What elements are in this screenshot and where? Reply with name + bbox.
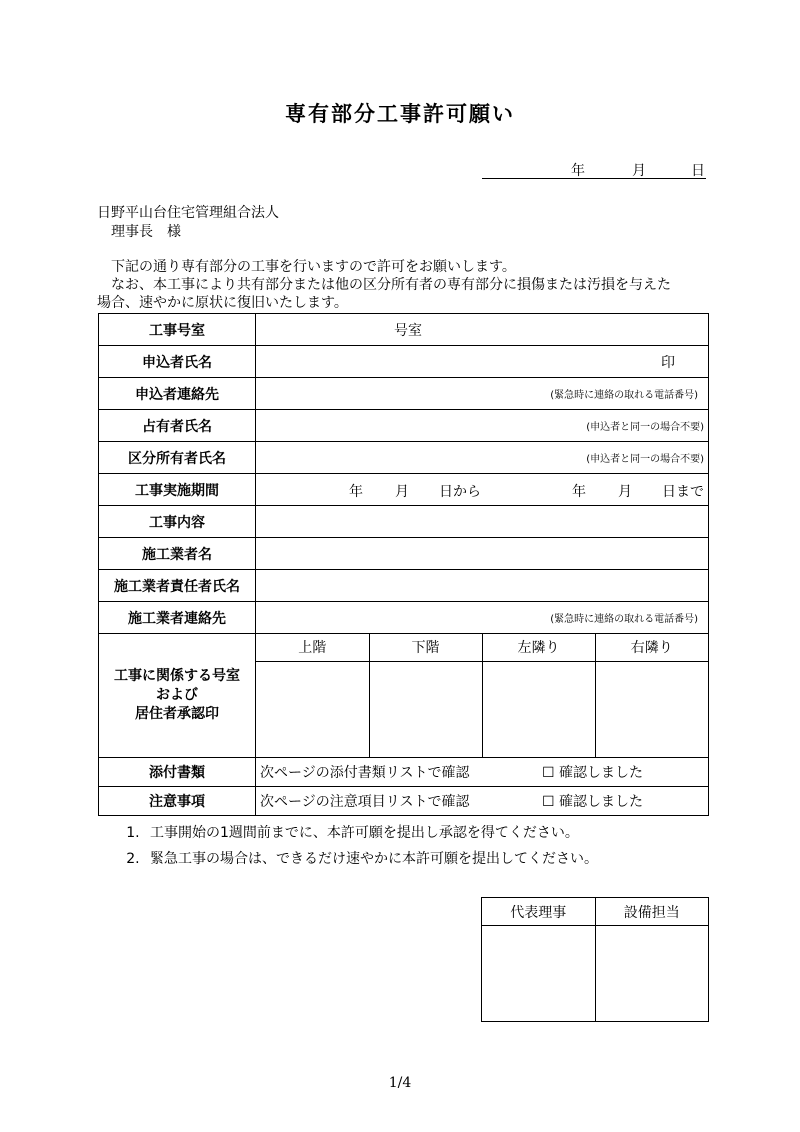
period-end-month: 月	[618, 484, 632, 500]
neighbors-seal-lower[interactable]	[369, 661, 482, 757]
occupant-name-field[interactable]	[256, 410, 709, 442]
neighbors-seal-left[interactable]	[482, 661, 595, 757]
form-row	[99, 538, 709, 570]
content-field[interactable]	[256, 506, 709, 538]
date-year-label: 年	[571, 163, 585, 179]
stamp-col-facilities: 設備担当	[595, 898, 709, 926]
period-start-month: 月	[395, 484, 409, 500]
addressee-org: 日野平山台住宅管理組合法人	[97, 205, 279, 221]
contractor-contact-label: 施工業者連絡先	[99, 602, 256, 634]
neighbors-col-lower: 下階	[369, 634, 482, 661]
attachments-text: 次ページの添付書類リストで確認	[260, 765, 470, 781]
applicant-contact-label: 申込者連絡先	[99, 378, 256, 410]
neighbors-seal-right[interactable]	[595, 661, 708, 757]
room-no-label: 工事号室	[99, 314, 256, 346]
neighbors-label	[99, 634, 256, 758]
applicant-contact-note: (緊急時に連絡の取れる電話番号)	[550, 389, 698, 401]
period-start-day: 日から	[439, 484, 481, 500]
neighbors-seal-upper[interactable]	[256, 661, 369, 757]
form-row	[99, 346, 709, 378]
seal-mark: 印	[661, 354, 675, 371]
notes-list	[98, 820, 598, 872]
period-end-day: 日まで	[662, 484, 704, 500]
applicant-contact-field[interactable]	[256, 378, 709, 410]
stamp-col-representative: 代表理事	[482, 898, 596, 926]
contractor-label: 施工業者名	[99, 538, 256, 570]
contractor-contact-note: (緊急時に連絡の取れる電話番号)	[550, 613, 698, 625]
owner-name-field[interactable]	[256, 442, 709, 474]
form-row	[99, 506, 709, 538]
note-item: 2. 緊急工事の場合は、できるだけ速やかに本許可願を提出してください。	[144, 846, 598, 872]
contractor-contact-field[interactable]	[256, 602, 709, 634]
cautions-checkbox[interactable]: ☐ 確認しました	[542, 794, 644, 810]
period-field[interactable]	[256, 474, 709, 506]
date-field	[482, 160, 706, 179]
form-row	[99, 787, 709, 816]
date-day-label: 日	[691, 163, 705, 179]
period-start-year: 年	[349, 484, 363, 500]
room-no-field[interactable]	[256, 314, 709, 346]
form-row	[99, 474, 709, 506]
form-row	[99, 602, 709, 634]
form-row	[99, 570, 709, 602]
room-no-suffix: 号室	[394, 322, 422, 339]
owner-name-label: 区分所有者氏名	[99, 442, 256, 474]
cautions-label: 注意事項	[99, 787, 256, 816]
period-label: 工事実施期間	[99, 474, 256, 506]
page-title: 専有部分工事許可願い	[285, 102, 515, 126]
date-month-label: 月	[632, 163, 646, 179]
intro-line-1: 下記の通り専有部分の工事を行いますので許可をお願いします。	[111, 259, 516, 275]
neighbors-label-line-2: および	[156, 687, 198, 703]
period-end-year: 年	[572, 484, 586, 500]
cautions-text: 次ページの注意項目リストで確認	[260, 794, 470, 810]
stamp-cell-facilities[interactable]	[595, 926, 709, 1022]
stamp-cell-representative[interactable]	[482, 926, 596, 1022]
form-row	[99, 410, 709, 442]
intro-line-2: なお、本工事により共有部分または他の区分所有者の専有部分に損傷または汚損を与えた	[111, 277, 671, 293]
attachments-label: 添付書類	[99, 758, 256, 787]
form-row	[99, 442, 709, 474]
owner-name-note: (申込者と同一の場合不要)	[586, 453, 704, 465]
form-row	[99, 314, 709, 346]
intro-line-3: 場合、速やかに原状に復旧いたします。	[97, 295, 348, 311]
cautions-field	[256, 787, 709, 816]
form-row	[99, 634, 709, 758]
neighbors-table	[256, 634, 708, 757]
approval-stamp-table	[481, 897, 709, 1022]
neighbors-grid	[256, 634, 709, 758]
applicant-name-field[interactable]	[256, 346, 709, 378]
contractor-field[interactable]	[256, 538, 709, 570]
occupant-name-label: 占有者氏名	[99, 410, 256, 442]
contractor-manager-label: 施工業者責任者氏名	[99, 570, 256, 602]
content-label: 工事内容	[99, 506, 256, 538]
addressee-recipient: 理事長 様	[111, 224, 181, 240]
form-row	[99, 378, 709, 410]
attachments-field	[256, 758, 709, 787]
application-form-table	[98, 313, 709, 816]
form-row	[99, 758, 709, 787]
neighbors-col-right: 右隣り	[595, 634, 708, 661]
note-item: 1. 工事開始の1週間前までに、本許可願を提出し承認を得てください。	[144, 820, 598, 846]
neighbors-col-upper: 上階	[256, 634, 369, 661]
occupant-name-note: (申込者と同一の場合不要)	[586, 421, 704, 433]
neighbors-col-left: 左隣り	[482, 634, 595, 661]
contractor-manager-field[interactable]	[256, 570, 709, 602]
attachments-checkbox[interactable]: ☐ 確認しました	[542, 765, 644, 781]
applicant-name-label: 申込者氏名	[99, 346, 256, 378]
page-number: 1/4	[388, 1075, 412, 1091]
neighbors-label-line-3: 居住者承認印	[135, 706, 219, 722]
neighbors-label-line-1: 工事に関係する号室	[114, 668, 240, 684]
